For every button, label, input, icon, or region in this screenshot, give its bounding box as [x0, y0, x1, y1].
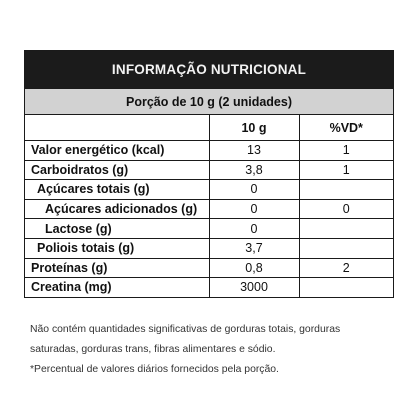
table-row	[25, 160, 393, 180]
nutrient-amount-cell: 13	[209, 141, 299, 161]
table-row	[25, 258, 393, 278]
nutrient-dv-cell: 1	[299, 160, 393, 180]
portion-size: Porção de 10 g (2 unidades)	[25, 88, 393, 114]
footnote-percent-dv: *Percentual de valores diários fornecidos pela porção.	[30, 364, 279, 375]
header-amount-cell: 10 g	[209, 115, 299, 141]
table-header-row	[25, 115, 393, 141]
nutrient-name-cell: Creatina (mg)	[25, 278, 209, 297]
nutrient-name-cell: Poliois totais (g)	[25, 238, 209, 258]
header-nutrient-cell	[25, 115, 209, 141]
nutrient-dv-cell: 0	[299, 199, 393, 219]
nutrient-dv-cell	[299, 238, 393, 258]
nutrient-name-cell: Lactose (g)	[25, 219, 209, 239]
table-row	[25, 141, 393, 161]
table-row	[25, 219, 393, 239]
nutrient-dv-cell	[299, 278, 393, 297]
footnote-line: saturadas, gorduras trans, fibras alimentares e sódio.	[30, 344, 276, 355]
nutrient-amount-cell: 0	[209, 180, 299, 200]
nutrient-amount-cell: 3000	[209, 278, 299, 297]
nutrient-name-cell: Proteínas (g)	[25, 258, 209, 278]
nutrient-name-cell: Açúcares totais (g)	[25, 180, 209, 200]
nutrient-dv-cell	[299, 219, 393, 239]
nutrient-name-cell: Carboidratos (g)	[25, 160, 209, 180]
table-row	[25, 199, 393, 219]
nutrient-amount-cell: 3,8	[209, 160, 299, 180]
nutrient-name-cell: Valor energético (kcal)	[25, 141, 209, 161]
nutrient-dv-cell: 1	[299, 141, 393, 161]
nutrient-dv-cell: 2	[299, 258, 393, 278]
label-title: INFORMAÇÃO NUTRICIONAL	[25, 51, 393, 88]
table-row	[25, 238, 393, 258]
footnotes	[30, 320, 405, 380]
nutrient-amount-cell: 0	[209, 219, 299, 239]
nutrient-dv-cell	[299, 180, 393, 200]
header-dv-cell: %VD*	[299, 115, 393, 141]
footnote-line: Não contém quantidades significativas de gorduras totais, gorduras	[30, 324, 341, 335]
nutrient-amount-cell: 0	[209, 199, 299, 219]
nutrient-table	[25, 114, 393, 297]
table-row	[25, 180, 393, 200]
nutrient-amount-cell: 0,8	[209, 258, 299, 278]
nutrient-name-cell: Açúcares adicionados (g)	[25, 199, 209, 219]
nutrient-amount-cell: 3,7	[209, 238, 299, 258]
nutrition-facts-table	[24, 50, 394, 298]
table-row	[25, 278, 393, 297]
